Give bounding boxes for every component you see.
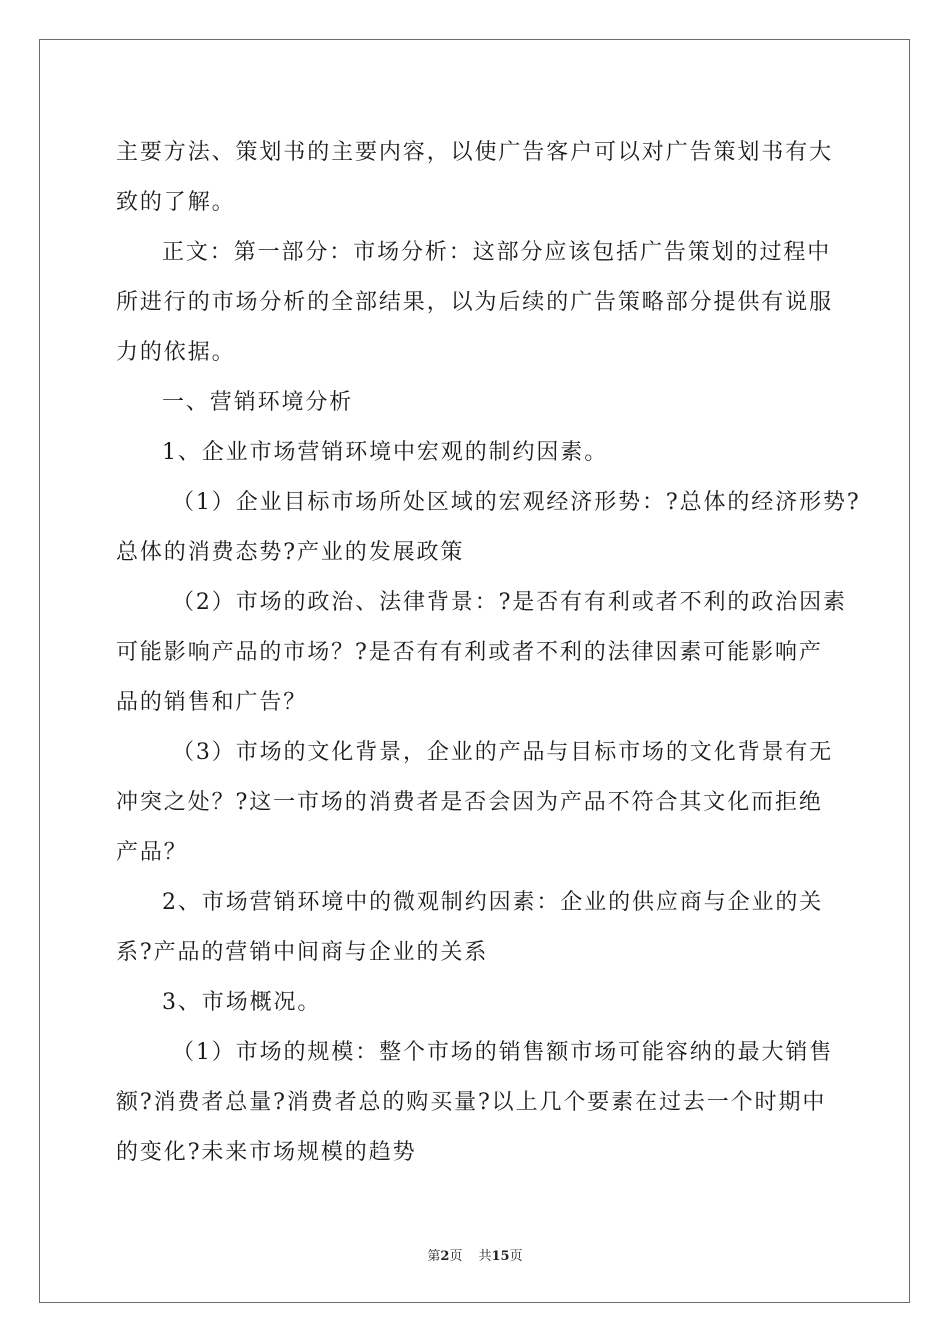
page-prefix: 第 — [427, 1249, 441, 1264]
text-line: 的变化?未来市场规模的趋势 — [116, 1140, 417, 1165]
total-prefix: 共 — [478, 1249, 492, 1264]
total-unit: 页 — [509, 1249, 523, 1264]
subsection-heading: 2、市场营销环境中的微观制约因素：企业的供应商与企业的关 — [162, 890, 824, 915]
text-line: 致的了解。 — [116, 190, 236, 215]
text-line: 系?产品的营销中间商与企业的关系 — [116, 940, 489, 965]
text-line: 主要方法、策划书的主要内容，以使广告客户可以对广告策划书有大 — [116, 140, 834, 165]
text-line: 额?消费者总量?消费者总的购买量?以上几个要素在过去一个时期中 — [116, 1090, 827, 1115]
text-line: （1）市场的规模：整个市场的销售额市场可能容纳的最大销售 — [172, 1040, 834, 1065]
text-line: （1）企业目标市场所处区域的宏观经济形势：?总体的经济形势? — [172, 490, 861, 515]
text-line: 可能影响产品的市场？?是否有有利或者不利的法律因素可能影响产 — [116, 640, 823, 665]
text-line: （2）市场的政治、法律背景：?是否有有利或者不利的政治因素 — [172, 590, 847, 615]
page-footer — [0, 1245, 950, 1264]
text-line: 正文：第一部分：市场分析：这部分应该包括广告策划的过程中 — [162, 240, 832, 265]
total-page-number: 15 — [491, 1249, 510, 1264]
page-unit: 页 — [449, 1249, 463, 1264]
current-page-number: 2 — [440, 1249, 450, 1264]
text-line: 品的销售和广告？ — [116, 690, 308, 715]
text-line: 所进行的市场分析的全部结果，以为后续的广告策略部分提供有说服 — [116, 290, 834, 315]
text-line: 冲突之处？?这一市场的消费者是否会因为产品不符合其文化而拒绝 — [116, 790, 823, 815]
document-body — [116, 128, 861, 1178]
text-line: 产品？ — [116, 840, 188, 865]
subsection-heading: 3、市场概况。 — [162, 990, 322, 1015]
subsection-heading: 1、企业市场营销环境中宏观的制约因素。 — [162, 440, 609, 465]
text-line: 总体的消费态势?产业的发展政策 — [116, 540, 465, 565]
text-line: 力的依据。 — [116, 340, 236, 365]
section-heading: 一、营销环境分析 — [162, 390, 354, 415]
text-line: （3）市场的文化背景，企业的产品与目标市场的文化背景有无 — [172, 740, 834, 765]
